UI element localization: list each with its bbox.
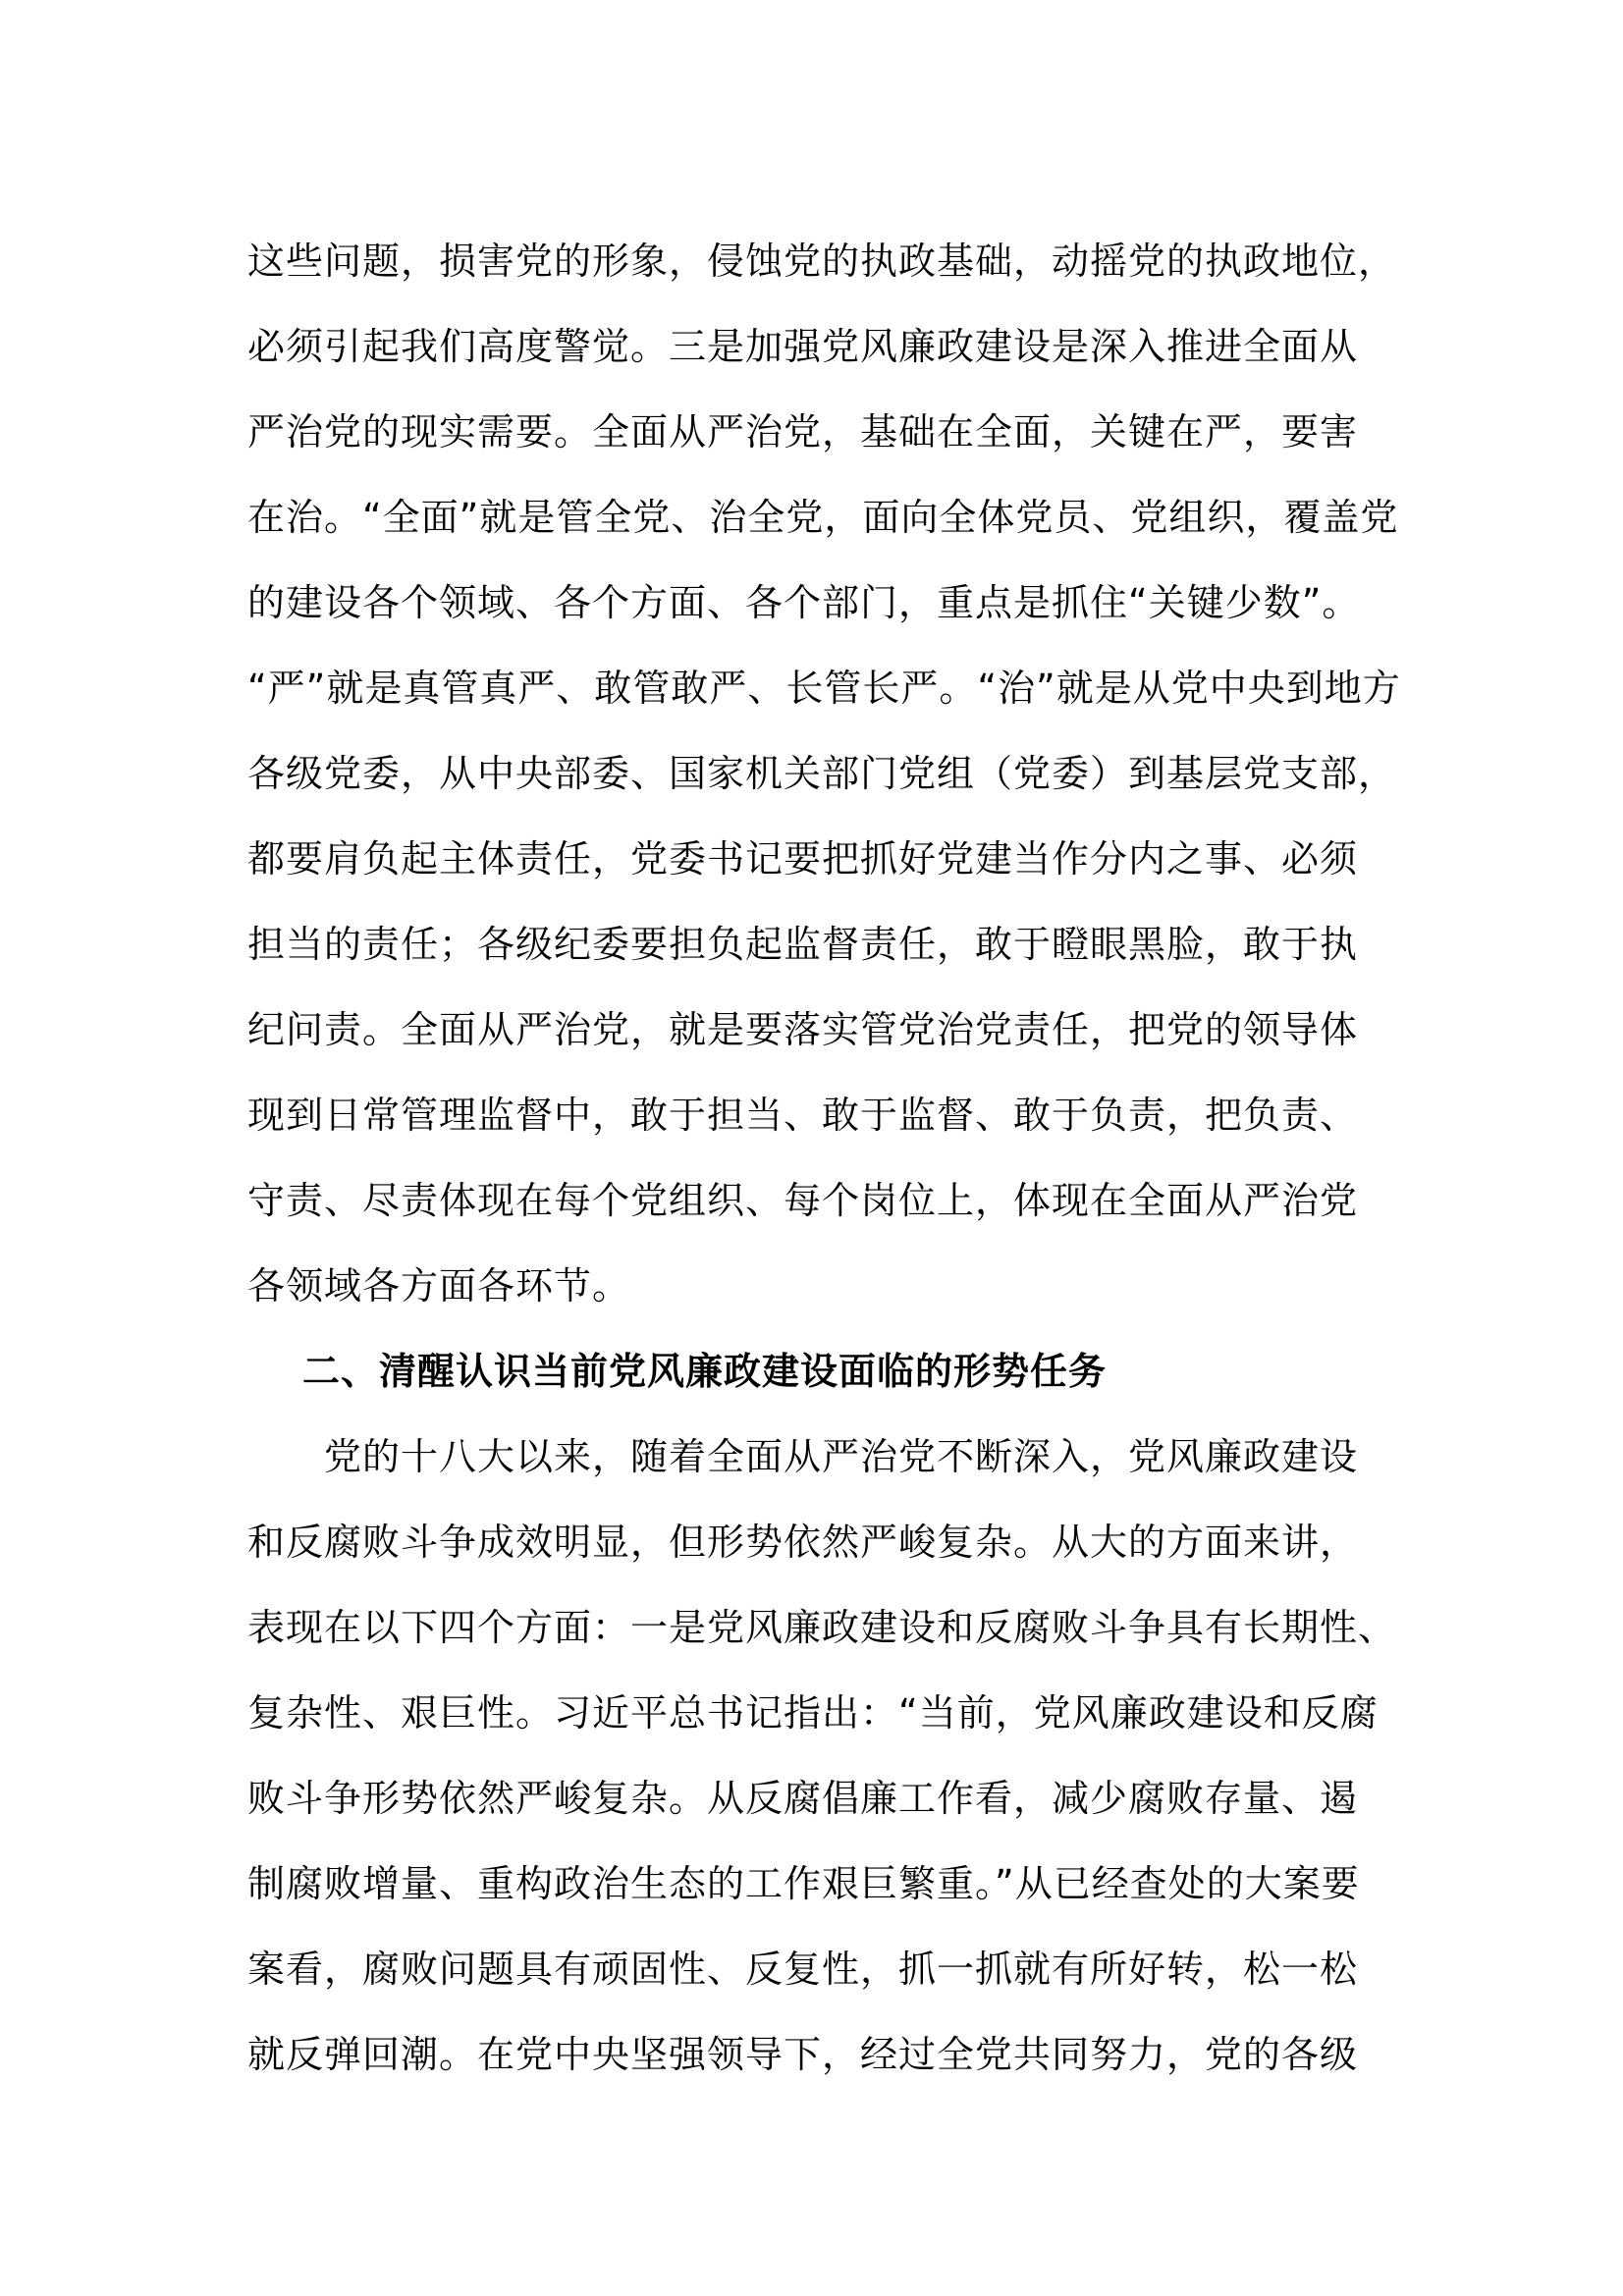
text-line: 守责、尽责体现在每个党组织、每个岗位上，体现在全面从严治党 (247, 1179, 1359, 1222)
text-line: 表现在以下四个方面：一是党风廉政建设和反腐败斗争具有长期性、 (247, 1606, 1397, 1649)
section-heading: 二、清醒认识当前党风廉政建设面临的形势任务 (302, 1350, 1108, 1393)
text-line: 各领域各方面各环节。 (247, 1264, 631, 1308)
text-line: 纪问责。全面从严治党，就是要落实管党治党责任，把党的领导体 (247, 1008, 1359, 1051)
text-line: 就反弹回潮。在党中央坚强领导下，经过全党共同努力，党的各级 (247, 2033, 1359, 2076)
text-line: 案看，腐败问题具有顽固性、反复性，抓一抓就有所好转，松一松 (247, 1948, 1359, 1991)
text-line: 这些问题，损害党的形象，侵蚀党的执政基础，动摇党的执政地位， (247, 240, 1397, 283)
text-line: 复杂性、艰巨性。习近平总书记指出：“当前，党风廉政建设和反腐 (247, 1691, 1379, 1735)
text-line: 各级党委，从中央部委、国家机关部门党组（党委）到基层党支部， (247, 752, 1397, 795)
text-line: 败斗争形势依然严峻复杂。从反腐倡廉工作看，减少腐败存量、遏 (247, 1777, 1359, 1820)
text-line: 担当的责任；各级纪委要担负起监督责任，敢于瞪眼黑脸，敢于执 (247, 923, 1359, 966)
text-line: “严”就是真管真严、敢管敢严、长管长严。“治”就是从党中央到地方 (247, 667, 1401, 710)
text-line: 都要肩负起主体责任，党委书记要把抓好党建当作分内之事、必须 (247, 837, 1359, 881)
text-line: 严治党的现实需要。全面从严治党，基础在全面，关键在严，要害 (247, 410, 1359, 454)
text-line: 的建设各个领域、各个方面、各个部门，重点是抓住“关键少数”。 (247, 581, 1361, 624)
text-line: 制腐败增量、重构政治生态的工作艰巨繁重。”从已经查处的大案要 (247, 1862, 1360, 1905)
text-line: 和反腐败斗争成效明显，但形势依然严峻复杂。从大的方面来讲， (247, 1521, 1359, 1564)
text-line: 必须引起我们高度警觉。三是加强党风廉政建设是深入推进全面从 (247, 325, 1359, 368)
text-line: 党的十八大以来，随着全面从严治党不断深入，党风廉政建设 (324, 1435, 1359, 1478)
text-line: 在治。“全面”就是管全党、治全党，面向全体党员、党组织，覆盖党 (247, 496, 1399, 539)
text-line: 现到日常管理监督中，敢于担当、敢于监督、敢于负责，把负责、 (247, 1094, 1359, 1137)
